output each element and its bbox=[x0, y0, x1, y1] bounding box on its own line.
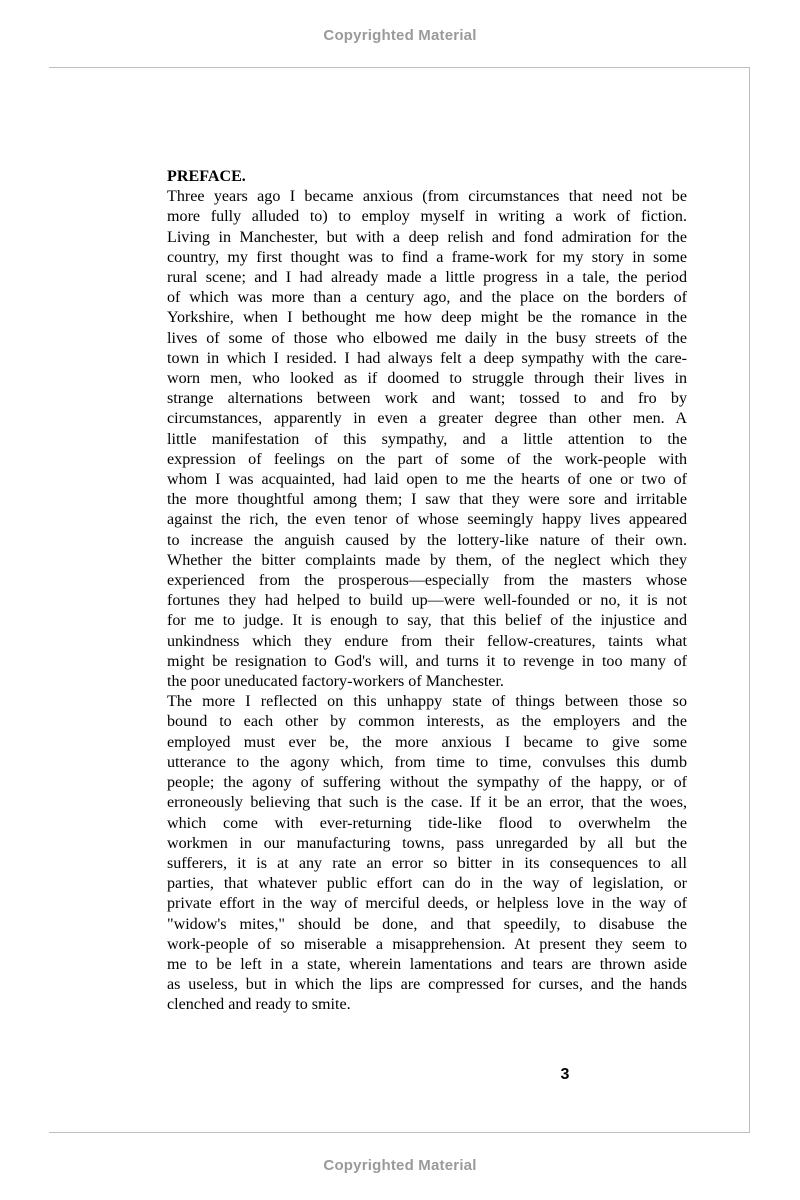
text-line: work-people of so miserable a misapprehension. At present they seem to bbox=[167, 935, 687, 953]
text-line: Yorkshire, when I bethought me how deep might be the romance in the bbox=[167, 309, 687, 327]
preface-paragraph bbox=[167, 692, 687, 1015]
text-line: country, my first thought was to find a frame-work for my story in some bbox=[167, 248, 687, 266]
text-line: whom I was acquainted, had laid open to me the hearts of one or two of bbox=[167, 471, 687, 489]
text-line: erroneously believing that such is the case. If it be an error, that the woes, bbox=[167, 794, 687, 812]
text-line: bound to each other by common interests, as the employers and the bbox=[167, 713, 687, 731]
text-line: the poor uneducated factory-workers of Manchester. bbox=[167, 673, 504, 691]
text-line: for me to judge. It is enough to say, that this belief of the injustice and bbox=[167, 612, 687, 630]
text-line: The more I reflected on this unhappy state of things between those so bbox=[167, 693, 687, 711]
text-line: unkindness which they endure from their fellow-creatures, taints what bbox=[167, 632, 687, 650]
text-line: expression of feelings on the part of some of the work-people with bbox=[167, 450, 687, 468]
text-line: town in which I resided. I had always felt a deep sympathy with the care- bbox=[167, 349, 687, 367]
preface-paragraph bbox=[167, 187, 687, 692]
text-line: Whether the bitter complaints made by them, of the neglect which they bbox=[167, 551, 687, 569]
text-line: workmen in our manufacturing towns, pass unregarded by all but the bbox=[167, 834, 687, 852]
page-border-bottom bbox=[49, 1132, 750, 1133]
text-line: strange alternations between work and want; tossed to and fro by bbox=[167, 390, 687, 408]
text-line: which come with ever-returning tide-like flood to overwhelm the bbox=[167, 814, 687, 832]
text-line: clenched and ready to smite. bbox=[167, 996, 351, 1014]
copyright-banner-top: Copyrighted Material bbox=[323, 27, 477, 44]
text-line: more fully alluded to) to employ myself in writing a work of fiction. bbox=[167, 208, 687, 226]
text-line: against the rich, the even tenor of whose seemingly happy lives appeared bbox=[167, 511, 687, 529]
text-line: as useless, but in which the lips are compressed for curses, and the hands bbox=[167, 976, 687, 994]
text-line: Three years ago I became anxious (from circumstances that need not be bbox=[167, 188, 687, 206]
text-line: lives of some of those who elbowed me daily in the busy streets of the bbox=[167, 329, 687, 347]
text-line: Living in Manchester, but with a deep relish and fond admiration for the bbox=[167, 228, 687, 246]
text-line: fortunes they had helped to build up—were well-founded or no, it is not bbox=[167, 592, 687, 610]
text-line: to increase the anguish caused by the lottery-like nature of their own. bbox=[167, 531, 687, 549]
page-number: 3 bbox=[560, 1066, 570, 1083]
text-line: "widow's mites," should be done, and that speedily, to disabuse the bbox=[167, 915, 687, 933]
text-line: experienced from the prosperous—especially from the masters whose bbox=[167, 572, 687, 590]
text-line: circumstances, apparently in even a greater degree than other men. A bbox=[167, 410, 687, 428]
page-content bbox=[167, 167, 687, 1016]
page-border-top bbox=[49, 67, 750, 68]
preface-heading: PREFACE. bbox=[167, 168, 246, 185]
text-line: the more thoughtful among them; I saw that they were sore and irritable bbox=[167, 491, 687, 509]
page-border-right bbox=[749, 67, 750, 1133]
text-line: utterance to the agony which, from time to time, convulses this dumb bbox=[167, 753, 687, 771]
text-line: might be resignation to God's will, and turns it to revenge in too many of bbox=[167, 652, 687, 670]
text-line: rural scene; and I had already made a little progress in a tale, the period bbox=[167, 269, 687, 287]
preface-body bbox=[167, 187, 687, 1015]
copyright-banner-bottom: Copyrighted Material bbox=[323, 1157, 477, 1174]
text-line: little manifestation of this sympathy, and a little attention to the bbox=[167, 430, 687, 448]
text-line: worn men, who looked as if doomed to struggle through their lives in bbox=[167, 370, 687, 388]
text-line: private effort in the way of merciful deeds, or helpless love in the way of bbox=[167, 895, 687, 913]
text-line: parties, that whatever public effort can do in the way of legislation, or bbox=[167, 875, 687, 893]
text-line: employed must ever be, the more anxious I became to give some bbox=[167, 733, 687, 751]
text-line: me to be left in a state, wherein lamentations and tears are thrown aside bbox=[167, 955, 687, 973]
text-line: sufferers, it is at any rate an error so bitter in its consequences to all bbox=[167, 854, 687, 872]
text-line: people; the agony of suffering without the sympathy of the happy, or of bbox=[167, 774, 687, 792]
text-line: of which was more than a century ago, and the place on the borders of bbox=[167, 289, 687, 307]
